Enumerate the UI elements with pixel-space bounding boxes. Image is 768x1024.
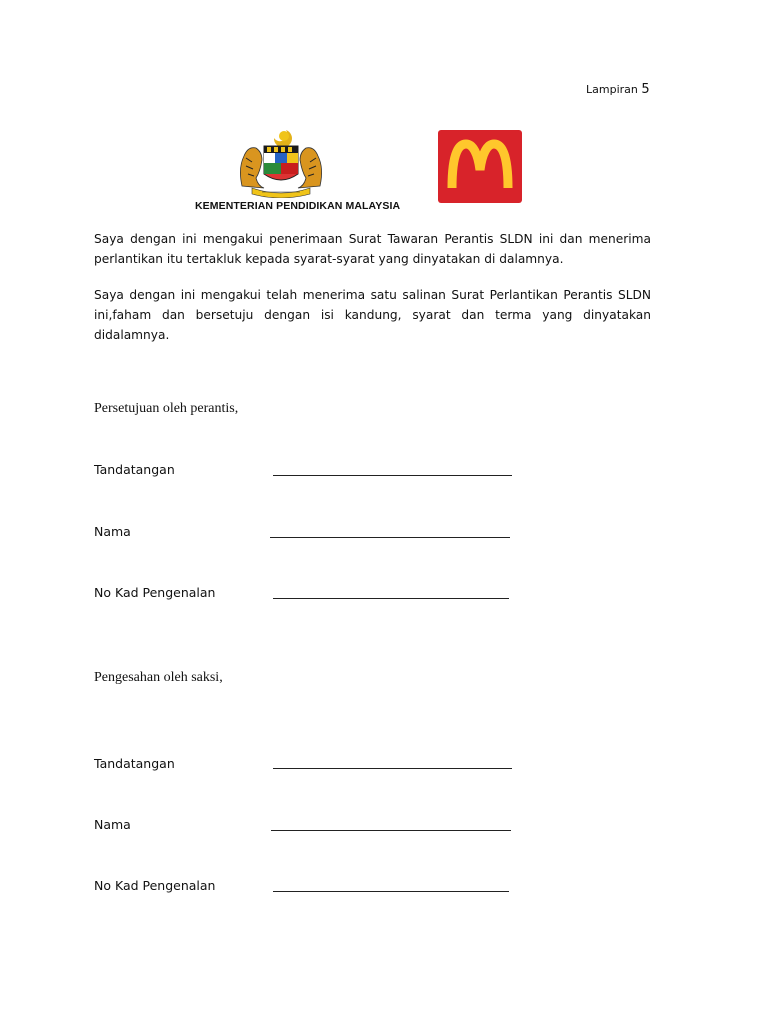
attachment-label — [586, 82, 650, 97]
witness-ic-line[interactable] — [273, 891, 509, 892]
witness-name-line[interactable] — [271, 830, 511, 831]
witness-signature-line[interactable] — [273, 768, 512, 769]
acceptance-paragraph: Saya dengan ini mengakui penerimaan Surat Tawaran Perantis SLDN ini dan menerima perlantikan itu tertakluk kepada syarat-syarat yang dinyatakan di dalamnya. — [94, 232, 651, 266]
mcdonalds-arches-logo-icon — [438, 130, 522, 203]
apprentice-signature-line[interactable] — [273, 475, 512, 476]
apprentice-section-heading: Persetujuan oleh perantis, — [94, 401, 239, 416]
apprentice-signature-label: Tandatangan — [94, 462, 175, 477]
witness-name-label: Nama — [94, 817, 131, 832]
apprentice-ic-label: No Kad Pengenalan — [94, 585, 216, 600]
witness-section-heading: Pengesahan oleh saksi, — [94, 670, 223, 685]
ministry-name: KEMENTERIAN PENDIDIKAN MALAYSIA — [195, 200, 401, 212]
attachment-label-text: Lampiran — [586, 83, 638, 96]
apprentice-name-line[interactable] — [270, 537, 510, 538]
attachment-number: 5 — [641, 82, 650, 97]
apprentice-ic-line[interactable] — [273, 598, 509, 599]
malaysia-coat-of-arms-icon — [234, 128, 328, 198]
acknowledgement-paragraph: Saya dengan ini mengakui telah menerima satu salinan Surat Perlantikan Perantis SLDN ini,faham dan bersetuju dengan isi kandung, syarat dan terma yang dinyatakan didalamnya. — [94, 288, 651, 342]
apprentice-name-label: Nama — [94, 524, 131, 539]
witness-signature-label: Tandatangan — [94, 756, 175, 771]
witness-ic-label: No Kad Pengenalan — [94, 878, 216, 893]
